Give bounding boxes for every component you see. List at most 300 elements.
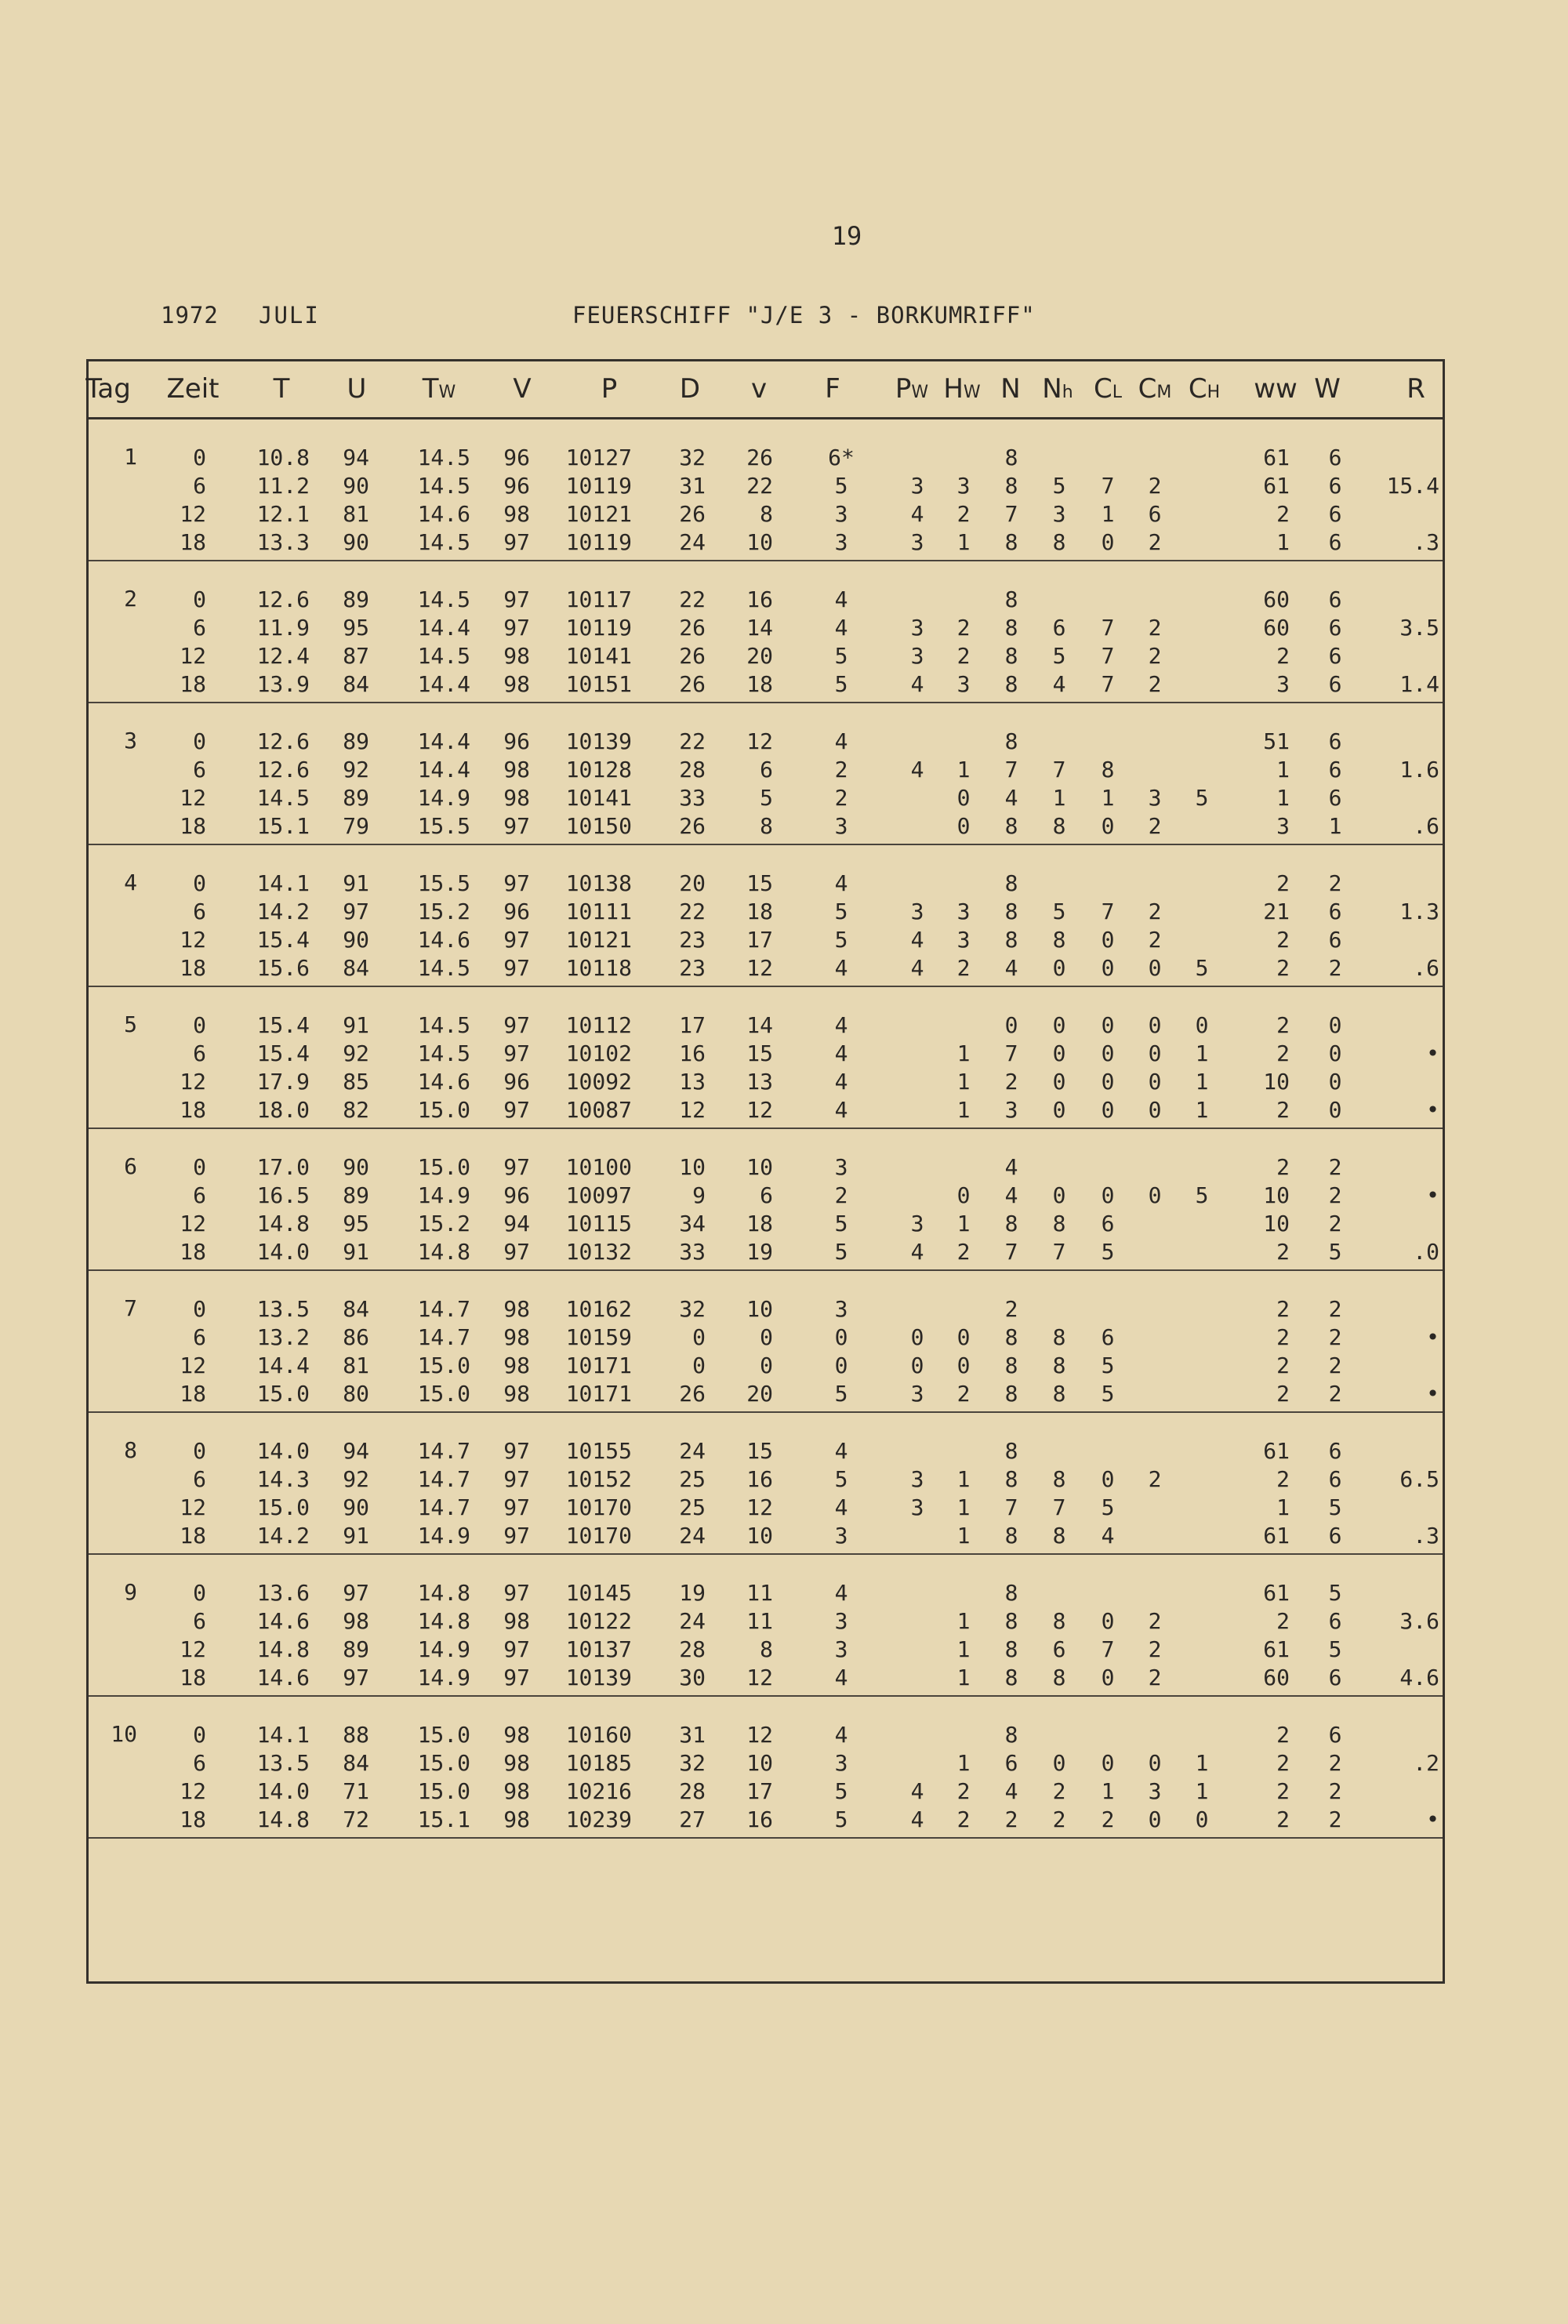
table-cell: 10087 bbox=[565, 1097, 632, 1123]
table-cell: 1 bbox=[1101, 785, 1115, 811]
table-cell: 5 bbox=[834, 1466, 848, 1492]
table-cell: 4 bbox=[834, 1722, 848, 1748]
table-cell: 4 bbox=[910, 671, 924, 697]
table-cell: 6 bbox=[1101, 1324, 1115, 1350]
day-block bbox=[89, 1129, 1443, 1271]
table-cell: 10 bbox=[1263, 1069, 1290, 1095]
table-cell: 3 bbox=[910, 473, 924, 499]
table-cell: 2 bbox=[1276, 1353, 1290, 1378]
table-cell: .6 bbox=[1413, 955, 1439, 981]
day-block bbox=[89, 1271, 1443, 1413]
table-cell: 14.2 bbox=[256, 1523, 310, 1549]
table-cell: 8 bbox=[1004, 1381, 1018, 1407]
table-cell: 60 bbox=[1263, 1665, 1290, 1690]
table-cell: 92 bbox=[343, 757, 369, 783]
table-cell: 3 bbox=[910, 529, 924, 555]
table-cell: 12 bbox=[746, 728, 773, 754]
table-cell: 14.7 bbox=[417, 1466, 470, 1492]
column-header bbox=[601, 373, 618, 405]
table-cell: 2 bbox=[956, 615, 971, 641]
table-cell: 2 bbox=[1148, 615, 1162, 641]
table-cell: 1 bbox=[1195, 1069, 1209, 1095]
table-cell: 3 bbox=[834, 529, 848, 555]
column-header-label: V bbox=[513, 373, 532, 405]
table-cell: 6 bbox=[1004, 1750, 1018, 1776]
table-cell: 8 bbox=[1052, 1523, 1066, 1549]
table-cell: 94 bbox=[503, 1211, 530, 1236]
table-cell: 14.5 bbox=[417, 586, 470, 612]
column-header-label: N bbox=[1000, 373, 1021, 405]
table-cell: 8 bbox=[1052, 1211, 1066, 1236]
table-cell: 18 bbox=[180, 1097, 206, 1123]
table-cell: 7 bbox=[1101, 1636, 1115, 1662]
table-cell: 15.0 bbox=[417, 1381, 470, 1407]
table-cell: 2 bbox=[1148, 1466, 1162, 1492]
table-row bbox=[89, 1238, 1443, 1266]
day-label: 6 bbox=[124, 1153, 137, 1179]
table-row bbox=[89, 444, 1443, 472]
table-cell: 4 bbox=[834, 615, 848, 641]
table-cell: 15 bbox=[746, 1438, 773, 1464]
table-cell: 5 bbox=[834, 473, 848, 499]
table-cell: 8 bbox=[1004, 1438, 1018, 1464]
table-cell: 97 bbox=[503, 1523, 530, 1549]
table-cell: 0 bbox=[1052, 1069, 1066, 1095]
table-cell: 6 bbox=[760, 757, 773, 783]
table-row bbox=[89, 1295, 1443, 1324]
table-cell: 4 bbox=[834, 1069, 848, 1095]
table-cell: • bbox=[1426, 1807, 1439, 1832]
table-cell: 0 bbox=[1101, 813, 1115, 839]
table-cell: 90 bbox=[343, 473, 369, 499]
table-cell: 14.0 bbox=[256, 1438, 310, 1464]
table-cell: 7 bbox=[1004, 1040, 1018, 1066]
table-cell: 10 bbox=[746, 1154, 773, 1180]
table-cell: 14.4 bbox=[417, 671, 470, 697]
table-cell: 91 bbox=[343, 870, 369, 896]
table-cell: 0 bbox=[1101, 1097, 1115, 1123]
table-cell: 3 bbox=[834, 1636, 848, 1662]
table-cell: 12 bbox=[746, 1722, 773, 1748]
header-month: JULI bbox=[259, 302, 320, 329]
table-cell: 18 bbox=[180, 1665, 206, 1690]
table-cell: 60 bbox=[1263, 615, 1290, 641]
column-header bbox=[751, 373, 767, 405]
table-cell: 4 bbox=[834, 1494, 848, 1520]
table-cell: 95 bbox=[343, 615, 369, 641]
table-cell: 1 bbox=[1195, 1040, 1209, 1066]
table-cell: 0 bbox=[1052, 1040, 1066, 1066]
table-cell: 0 bbox=[1101, 1665, 1115, 1690]
table-cell: 96 bbox=[503, 728, 530, 754]
table-cell: 13 bbox=[679, 1069, 706, 1095]
column-header-subscript: W bbox=[911, 383, 929, 402]
table-cell: 8 bbox=[1052, 927, 1066, 953]
table-cell: 2 bbox=[956, 1807, 971, 1832]
table-cell: 2 bbox=[1328, 955, 1342, 981]
table-cell: 10121 bbox=[565, 927, 632, 953]
table-cell: 84 bbox=[343, 955, 369, 981]
table-cell: 0 bbox=[1052, 1750, 1066, 1776]
table-cell: 14.2 bbox=[256, 899, 310, 924]
table-cell: 97 bbox=[503, 1665, 530, 1690]
table-cell: 98 bbox=[503, 671, 530, 697]
table-cell: 12.6 bbox=[256, 586, 310, 612]
table-cell: 15.0 bbox=[256, 1494, 310, 1520]
table-cell: 12 bbox=[180, 927, 206, 953]
table-cell: 2 bbox=[1276, 1012, 1290, 1038]
table-cell: 1 bbox=[956, 757, 971, 783]
table-row bbox=[89, 1182, 1443, 1210]
table-row bbox=[89, 1210, 1443, 1238]
table-cell: 14.7 bbox=[417, 1494, 470, 1520]
table-cell: 30 bbox=[679, 1665, 706, 1690]
table-cell: 96 bbox=[503, 445, 530, 470]
table-cell: 2 bbox=[1148, 813, 1162, 839]
table-cell: 11.2 bbox=[256, 473, 310, 499]
column-header bbox=[1000, 373, 1020, 405]
table-cell: 2 bbox=[1276, 1381, 1290, 1407]
column-header bbox=[1314, 373, 1341, 405]
table-cell: 2 bbox=[1276, 1608, 1290, 1634]
table-cell: 8 bbox=[1004, 899, 1018, 924]
day-label: 3 bbox=[124, 728, 137, 753]
table-cell: 26 bbox=[679, 501, 706, 527]
column-header-label: T bbox=[273, 373, 290, 405]
table-row bbox=[89, 954, 1443, 982]
table-cell: 0 bbox=[1052, 1097, 1066, 1123]
day-label: 9 bbox=[124, 1579, 137, 1605]
table-cell: 18 bbox=[746, 899, 773, 924]
column-header bbox=[1189, 373, 1220, 405]
table-cell: 0 bbox=[193, 1722, 206, 1748]
table-cell: 97 bbox=[503, 529, 530, 555]
table-cell: 20 bbox=[746, 643, 773, 669]
table-cell: 3 bbox=[1148, 785, 1162, 811]
column-header-label: U bbox=[347, 373, 367, 405]
table-cell: 18 bbox=[180, 1807, 206, 1832]
table-cell: 8 bbox=[1004, 586, 1018, 612]
table-cell: 2 bbox=[1004, 1069, 1018, 1095]
table-cell: 2 bbox=[1328, 1778, 1342, 1804]
table-cell: 4 bbox=[1052, 671, 1066, 697]
table-cell: 15.4 bbox=[256, 927, 310, 953]
column-header-label: C bbox=[1093, 373, 1112, 405]
table-cell: 14.8 bbox=[417, 1239, 470, 1265]
table-cell: 3 bbox=[1052, 501, 1066, 527]
column-header-label: W bbox=[1314, 373, 1341, 405]
table-cell: 5 bbox=[760, 785, 773, 811]
table-row bbox=[89, 1380, 1443, 1408]
table-cell: 15.2 bbox=[417, 1211, 470, 1236]
table-cell: 98 bbox=[503, 501, 530, 527]
table-cell: 15.4 bbox=[256, 1012, 310, 1038]
table-cell: 3 bbox=[910, 643, 924, 669]
table-cell: 0 bbox=[1148, 1012, 1162, 1038]
table-cell: 5 bbox=[1052, 643, 1066, 669]
table-cell: 2 bbox=[1328, 1381, 1342, 1407]
table-cell: 34 bbox=[679, 1211, 706, 1236]
table-cell: 14.6 bbox=[417, 927, 470, 953]
table-row bbox=[89, 614, 1443, 642]
table-cell: 4 bbox=[1004, 1182, 1018, 1208]
table-cell: 7 bbox=[1101, 473, 1115, 499]
table-cell: 0 bbox=[1148, 955, 1162, 981]
table-cell: 6.5 bbox=[1399, 1466, 1439, 1492]
table-cell: 96 bbox=[503, 1182, 530, 1208]
table-row bbox=[89, 728, 1443, 756]
table-cell: 2 bbox=[1276, 1750, 1290, 1776]
table-cell: 6 bbox=[193, 1324, 206, 1350]
table-cell: 1 bbox=[956, 1040, 971, 1066]
table-cell: 8 bbox=[1004, 813, 1018, 839]
table-cell: 10141 bbox=[565, 643, 632, 669]
table-cell: 2 bbox=[1276, 955, 1290, 981]
table-cell: 2 bbox=[1328, 1807, 1342, 1832]
table-cell: 4 bbox=[834, 1097, 848, 1123]
table-cell: 31 bbox=[679, 473, 706, 499]
table-cell: 84 bbox=[343, 1750, 369, 1776]
table-cell: 14.9 bbox=[417, 785, 470, 811]
table-cell: 8 bbox=[760, 813, 773, 839]
column-header-subscript: M bbox=[1156, 383, 1172, 402]
table-cell: 5 bbox=[1195, 955, 1209, 981]
table-cell: 2 bbox=[1276, 1154, 1290, 1180]
table-cell: 0 bbox=[193, 1580, 206, 1606]
table-cell: 22 bbox=[679, 899, 706, 924]
table-cell: 12 bbox=[180, 643, 206, 669]
table-cell: 0 bbox=[1195, 1807, 1209, 1832]
table-cell: 12 bbox=[180, 1636, 206, 1662]
table-cell: 2 bbox=[1101, 1807, 1115, 1832]
table-cell: 97 bbox=[503, 1494, 530, 1520]
table-cell: 14.7 bbox=[417, 1438, 470, 1464]
table-cell: 2 bbox=[1276, 927, 1290, 953]
table-cell: 0 bbox=[1101, 955, 1115, 981]
table-cell: 8 bbox=[1004, 445, 1018, 470]
table-row bbox=[89, 1096, 1443, 1124]
table-cell: 10117 bbox=[565, 586, 632, 612]
table-cell: 97 bbox=[343, 1580, 369, 1606]
table-cell: 15.0 bbox=[256, 1381, 310, 1407]
table-cell: 90 bbox=[343, 1494, 369, 1520]
table-cell: 0 bbox=[1101, 1608, 1115, 1634]
table-cell: 5 bbox=[834, 1778, 848, 1804]
table-row bbox=[89, 528, 1443, 557]
table-cell: 8 bbox=[1101, 757, 1115, 783]
table-cell: 10155 bbox=[565, 1438, 632, 1464]
column-header-label: D bbox=[679, 373, 701, 405]
table-cell: 10121 bbox=[565, 501, 632, 527]
table-cell: 1 bbox=[1195, 1750, 1209, 1776]
table-cell: 8 bbox=[1004, 728, 1018, 754]
table-cell: 17.9 bbox=[256, 1069, 310, 1095]
table-cell: 26 bbox=[746, 445, 773, 470]
table-cell: 10122 bbox=[565, 1608, 632, 1634]
table-row bbox=[89, 1607, 1443, 1636]
table-cell: 10 bbox=[679, 1154, 706, 1180]
table-cell: 8 bbox=[1004, 615, 1018, 641]
table-cell: 12 bbox=[180, 785, 206, 811]
table-cell: 3 bbox=[910, 615, 924, 641]
table-cell: 3 bbox=[910, 899, 924, 924]
table-cell: 18 bbox=[180, 1239, 206, 1265]
table-cell: 14.5 bbox=[417, 1040, 470, 1066]
table-cell: 8 bbox=[1052, 1466, 1066, 1492]
table-cell: .2 bbox=[1413, 1750, 1439, 1776]
column-header bbox=[1042, 373, 1073, 405]
table-cell: 14.4 bbox=[417, 757, 470, 783]
table-cell: 2 bbox=[834, 1182, 848, 1208]
table-cell: 12 bbox=[746, 1494, 773, 1520]
table-cell: 2 bbox=[1276, 1778, 1290, 1804]
table-cell: 1 bbox=[956, 1494, 971, 1520]
table-cell: 97 bbox=[503, 1466, 530, 1492]
table-cell: 10145 bbox=[565, 1580, 632, 1606]
table-cell: 0 bbox=[193, 728, 206, 754]
table-cell: 6 bbox=[1328, 927, 1342, 953]
table-cell: 2 bbox=[1004, 1296, 1018, 1322]
table-cell: 0 bbox=[956, 1324, 971, 1350]
table-cell: 12.6 bbox=[256, 728, 310, 754]
table-cell: 1 bbox=[1276, 785, 1290, 811]
table-cell: 2 bbox=[1276, 1722, 1290, 1748]
table-cell: 15.0 bbox=[417, 1750, 470, 1776]
table-cell: 17 bbox=[679, 1012, 706, 1038]
table-cell: 2 bbox=[1148, 529, 1162, 555]
column-header bbox=[1138, 373, 1172, 405]
table-cell: 2 bbox=[1328, 1324, 1342, 1350]
table-cell: 88 bbox=[343, 1722, 369, 1748]
table-cell: 22 bbox=[679, 728, 706, 754]
column-header bbox=[167, 373, 220, 405]
table-cell: 6 bbox=[193, 1750, 206, 1776]
table-cell: 15 bbox=[746, 1040, 773, 1066]
table-cell: 14.6 bbox=[256, 1608, 310, 1634]
table-cell: 10.8 bbox=[256, 445, 310, 470]
table-cell: 4 bbox=[834, 728, 848, 754]
table-cell: • bbox=[1426, 1381, 1439, 1407]
column-header-label: F bbox=[825, 373, 840, 405]
table-cell: 0 bbox=[193, 445, 206, 470]
table-cell: 10102 bbox=[565, 1040, 632, 1066]
table-cell: 0 bbox=[692, 1324, 706, 1350]
table-cell: 6 bbox=[193, 899, 206, 924]
table-cell: 12 bbox=[180, 501, 206, 527]
table-cell: 61 bbox=[1263, 1580, 1290, 1606]
table-row bbox=[89, 926, 1443, 954]
table-cell: 6 bbox=[1328, 757, 1342, 783]
table-cell: 14.5 bbox=[256, 785, 310, 811]
table-cell: 1 bbox=[956, 529, 971, 555]
table-cell: 98 bbox=[503, 643, 530, 669]
column-header-label: N bbox=[1042, 373, 1062, 405]
table-cell: 14.4 bbox=[417, 615, 470, 641]
table-cell: 22 bbox=[679, 586, 706, 612]
table-cell: 2 bbox=[1276, 1466, 1290, 1492]
table-cell: 6 bbox=[1328, 445, 1342, 470]
table-cell: 4.6 bbox=[1399, 1665, 1439, 1690]
table-cell: 61 bbox=[1263, 1636, 1290, 1662]
table-cell: 60 bbox=[1263, 586, 1290, 612]
table-row bbox=[89, 1040, 1443, 1068]
column-header bbox=[825, 373, 840, 405]
table-cell: 19 bbox=[746, 1239, 773, 1265]
table-cell: 2 bbox=[1148, 473, 1162, 499]
table-cell: 96 bbox=[503, 473, 530, 499]
table-cell: 96 bbox=[503, 1069, 530, 1095]
table-cell: 4 bbox=[834, 870, 848, 896]
table-cell: 5 bbox=[834, 1211, 848, 1236]
table-cell: 0 bbox=[834, 1324, 848, 1350]
table-cell: 12.4 bbox=[256, 643, 310, 669]
table-row bbox=[89, 784, 1443, 812]
table-cell: 14.9 bbox=[417, 1182, 470, 1208]
table-cell: 1 bbox=[1276, 1494, 1290, 1520]
table-cell: 12 bbox=[180, 1494, 206, 1520]
table-cell: 14.1 bbox=[256, 1722, 310, 1748]
table-cell: 1.3 bbox=[1399, 899, 1439, 924]
table-cell: 1 bbox=[956, 1636, 971, 1662]
table-cell: 28 bbox=[679, 1778, 706, 1804]
table-cell: 2 bbox=[1148, 927, 1162, 953]
table-cell: 5 bbox=[834, 1239, 848, 1265]
table-cell: 13.6 bbox=[256, 1580, 310, 1606]
table-cell: 26 bbox=[679, 1381, 706, 1407]
table-cell: 14.5 bbox=[417, 643, 470, 669]
table-cell: 3 bbox=[956, 899, 971, 924]
table-row bbox=[89, 812, 1443, 841]
table-cell: 17.0 bbox=[256, 1154, 310, 1180]
table-cell: 10159 bbox=[565, 1324, 632, 1350]
table-cell: 96 bbox=[503, 899, 530, 924]
table-cell: 97 bbox=[503, 1239, 530, 1265]
table-cell: 5 bbox=[1328, 1636, 1342, 1662]
table-cell: 10162 bbox=[565, 1296, 632, 1322]
table-cell: 2 bbox=[1328, 1182, 1342, 1208]
table-cell: 61 bbox=[1263, 1438, 1290, 1464]
table-cell: 51 bbox=[1263, 728, 1290, 754]
table-cell: 89 bbox=[343, 1182, 369, 1208]
column-header bbox=[895, 373, 928, 405]
day-block bbox=[89, 987, 1443, 1129]
table-cell: 4 bbox=[910, 1778, 924, 1804]
column-header bbox=[347, 373, 367, 405]
table-cell: 3 bbox=[834, 1296, 848, 1322]
table-cell: 12 bbox=[746, 955, 773, 981]
table-cell: 10141 bbox=[565, 785, 632, 811]
table-cell: 10137 bbox=[565, 1636, 632, 1662]
table-cell: 24 bbox=[679, 1438, 706, 1464]
table-cell: 14.5 bbox=[417, 445, 470, 470]
table-cell: 26 bbox=[679, 813, 706, 839]
table-cell: 26 bbox=[679, 643, 706, 669]
day-block bbox=[89, 561, 1443, 703]
table-cell: 6 bbox=[1328, 1722, 1342, 1748]
table-cell: 5 bbox=[1101, 1239, 1115, 1265]
table-cell: 0 bbox=[193, 1296, 206, 1322]
table-cell: 10118 bbox=[565, 955, 632, 981]
table-cell: 89 bbox=[343, 728, 369, 754]
table-cell: 1 bbox=[1195, 1778, 1209, 1804]
table-cell: 98 bbox=[503, 1324, 530, 1350]
table-cell: 10128 bbox=[565, 757, 632, 783]
table-cell: 15.6 bbox=[256, 955, 310, 981]
table-cell: 15.4 bbox=[1386, 473, 1439, 499]
table-cell: 2 bbox=[1276, 1040, 1290, 1066]
table-cell: 14.5 bbox=[417, 473, 470, 499]
table-cell: 0 bbox=[910, 1324, 924, 1350]
